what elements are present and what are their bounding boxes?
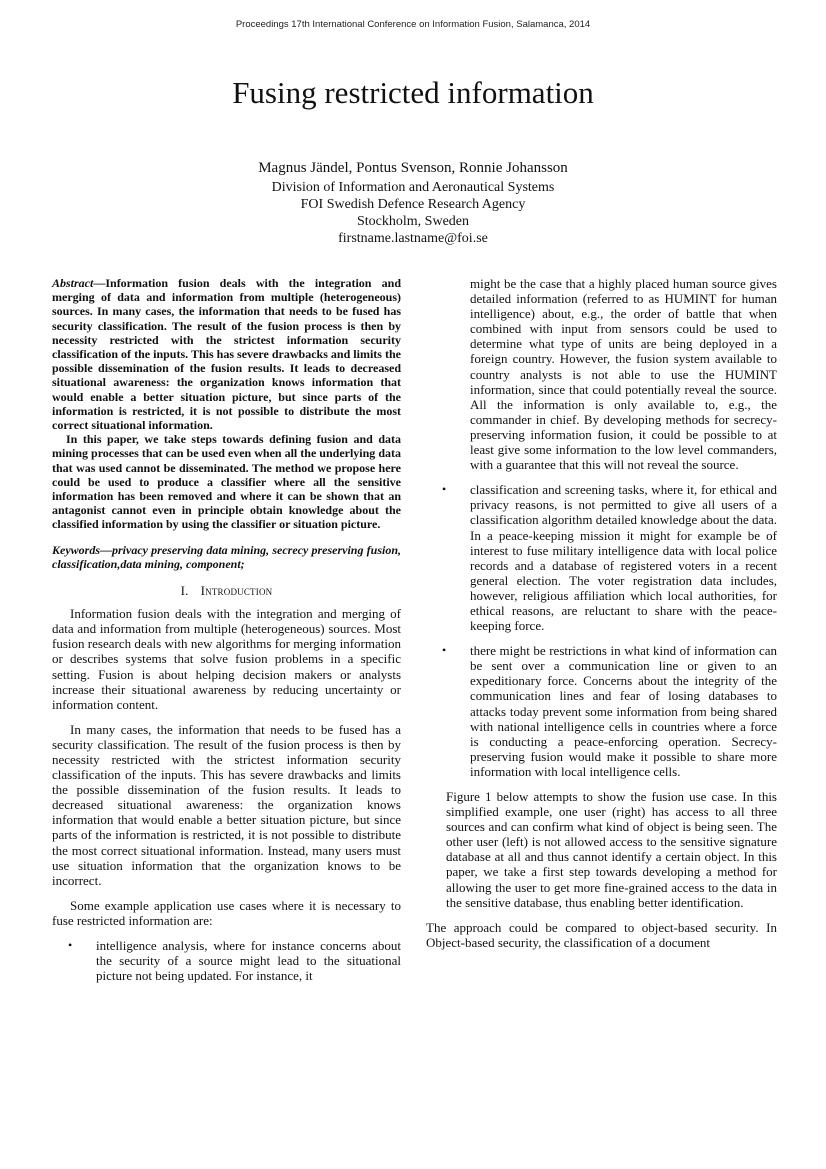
- use-case-list: [52, 938, 401, 983]
- bullet-icon: •: [68, 938, 73, 953]
- intro-paragraph-2: In many cases, the information that needs to be fused has a security classification. The result of the fusion process is then by necessity restricted with the strictest information security classification of the inputs. This has severe drawbacks and limits the possible dissemination of the fusion results. It leads to decreased situational awareness: the organization knows information that would enable a better situation picture, but since parts of the information is restricted, it is not possible to distribute the most correct situational information. Instead, many users must use situation information that the organization knows to be incorrect.: [52, 721, 401, 888]
- bullet-3-text: there might be restrictions in what kind of information can be sent over a communication line or given to an expeditionary force. Concerns about the integrity of the communication lines and fear of losing databases to attacks today prevent some information from being shared with national intelligence cells in countries where a force is conducting a peace-enforcing operation. Secrecy-preserving fusion would make it possible to share more information with local intelligence cells.: [470, 643, 777, 779]
- section-number: I.: [180, 583, 189, 599]
- keywords-dash: —: [100, 542, 112, 557]
- proceedings-header: Proceedings 17th International Conference on Information Fusion, Salamanca, 2014: [235, 19, 591, 30]
- keywords-text: privacy preserving data mining, secrecy preserving fusion, classification,data mining, component;: [52, 542, 401, 571]
- abstract-text-1: Information fusion deals with the integration and merging of data and information from multiple (heterogeneous) sources. In many cases, the information that needs to be fused has security classification. The result of the fusion process is then by necessity restricted with the strictest information security classification of the inputs. This has severe drawbacks and limits the possible dissemination of the fusion results. It leads to decreased situational awareness: the organization knows information that would enable a better situation picture, but since parts of the information is restricted, it is not possible to distribute the most correct situational information.: [52, 276, 401, 433]
- author-email[interactable]: firstname.lastname@foi.se: [338, 231, 488, 246]
- keywords-label: Keywords: [52, 542, 100, 557]
- keywords: [52, 543, 401, 571]
- section-title: Introduction: [200, 583, 273, 599]
- right-column: [426, 276, 777, 950]
- object-security-paragraph: The approach could be compared to object-based security. In Object-based security, the classification of a document: [426, 919, 777, 950]
- figure-description-paragraph: Figure 1 below attempts to show the fusion use case. In this simplified example, one user (right) has access to all three sources and can confirm what kind of object is being seen. The other user (left) is not allowed access to the sensitive signature database at all and thus cannot identify a certain object. In this paper, we take a first step towards developing a method for allowing the user to get more fine-grained access to the data in the sensitive database, thus enabling better identification.: [446, 789, 777, 910]
- paper-title: Fusing restricted information: [232, 75, 594, 110]
- intro-paragraph-3: Some example application use cases where it is necessary to fuse restricted information are:: [52, 897, 401, 928]
- bullet-1-text-start: intelligence analysis, where for instance concerns about the security of a source might lead to the situational picture not being updated. For instance, it: [96, 938, 401, 984]
- bullet-2-text: classification and screening tasks, where it, for ethical and privacy reasons, is not permitted to give all users of a classification algorithm detailed knowledge about the data. In a peace-keeping mission it might for example be of interest to fuse military intelligence data with local police records and a database of registered voters in a recent general election. The voter registration data includes, however, religious affiliation which local authorities, for ethical reasons, are reluctant to share with the peace-keeping force.: [470, 482, 777, 634]
- list-item: [52, 938, 401, 983]
- bullet-1-text-continued: might be the case that a highly placed human source gives detailed information (referred to as HUMINT for human intelligence) about, e.g., the order of battle that when combined with input from sensors could be used to determine what type of units are being deployed in a foreign country. However, the fusion system available to country analysts is not able to use the HUMINT information, since that could potentially reveal the source. All the information is only available to, e.g., the commander in chief. By developing methods for secrecy-preserving information fusion, it could be possible to at least give some information to the low level commanders, with a guarantee that this will not reveal the source.: [470, 276, 777, 473]
- section-heading-introduction: [52, 583, 401, 598]
- author-agency: FOI Swedish Defence Research Agency: [300, 197, 526, 212]
- abstract: [52, 276, 401, 532]
- author-block: [0, 160, 826, 247]
- abstract-dash: —: [93, 276, 106, 290]
- bullet-icon: •: [442, 643, 447, 658]
- author-location: Stockholm, Sweden: [357, 214, 469, 229]
- use-case-list-continued: [426, 482, 777, 779]
- left-column: [52, 276, 401, 993]
- bullet-icon: •: [442, 482, 447, 497]
- abstract-paragraph-1: [52, 276, 401, 432]
- abstract-label: Abstract: [52, 276, 94, 290]
- intro-paragraph-1: Information fusion deals with the integration and merging of data and information from multiple (heterogeneous) sources. Most fusion research deals with new algorithms for merging information or describes systems that solve fusion problems in a specific setting. Fusion is about helping decision makers or analysts increase their situational awareness by reducing uncertainty or information content.: [52, 606, 401, 712]
- author-division: Division of Information and Aeronautical Systems: [271, 180, 555, 195]
- list-item: [426, 643, 777, 779]
- author-names: Magnus Jändel, Pontus Svenson, Ronnie Johansson: [258, 160, 568, 176]
- list-item: [426, 482, 777, 633]
- abstract-paragraph-2: In this paper, we take steps towards defining fusion and data mining processes that can be used even when all the underlying data that was used cannot be disseminated. The method we propose here could be used to produce a classifier where all the sensitive information has been removed and where it can be shown that an antagonist cannot even in principle obtain knowledge about the classified information by using the classifier or situation picture.: [52, 432, 401, 532]
